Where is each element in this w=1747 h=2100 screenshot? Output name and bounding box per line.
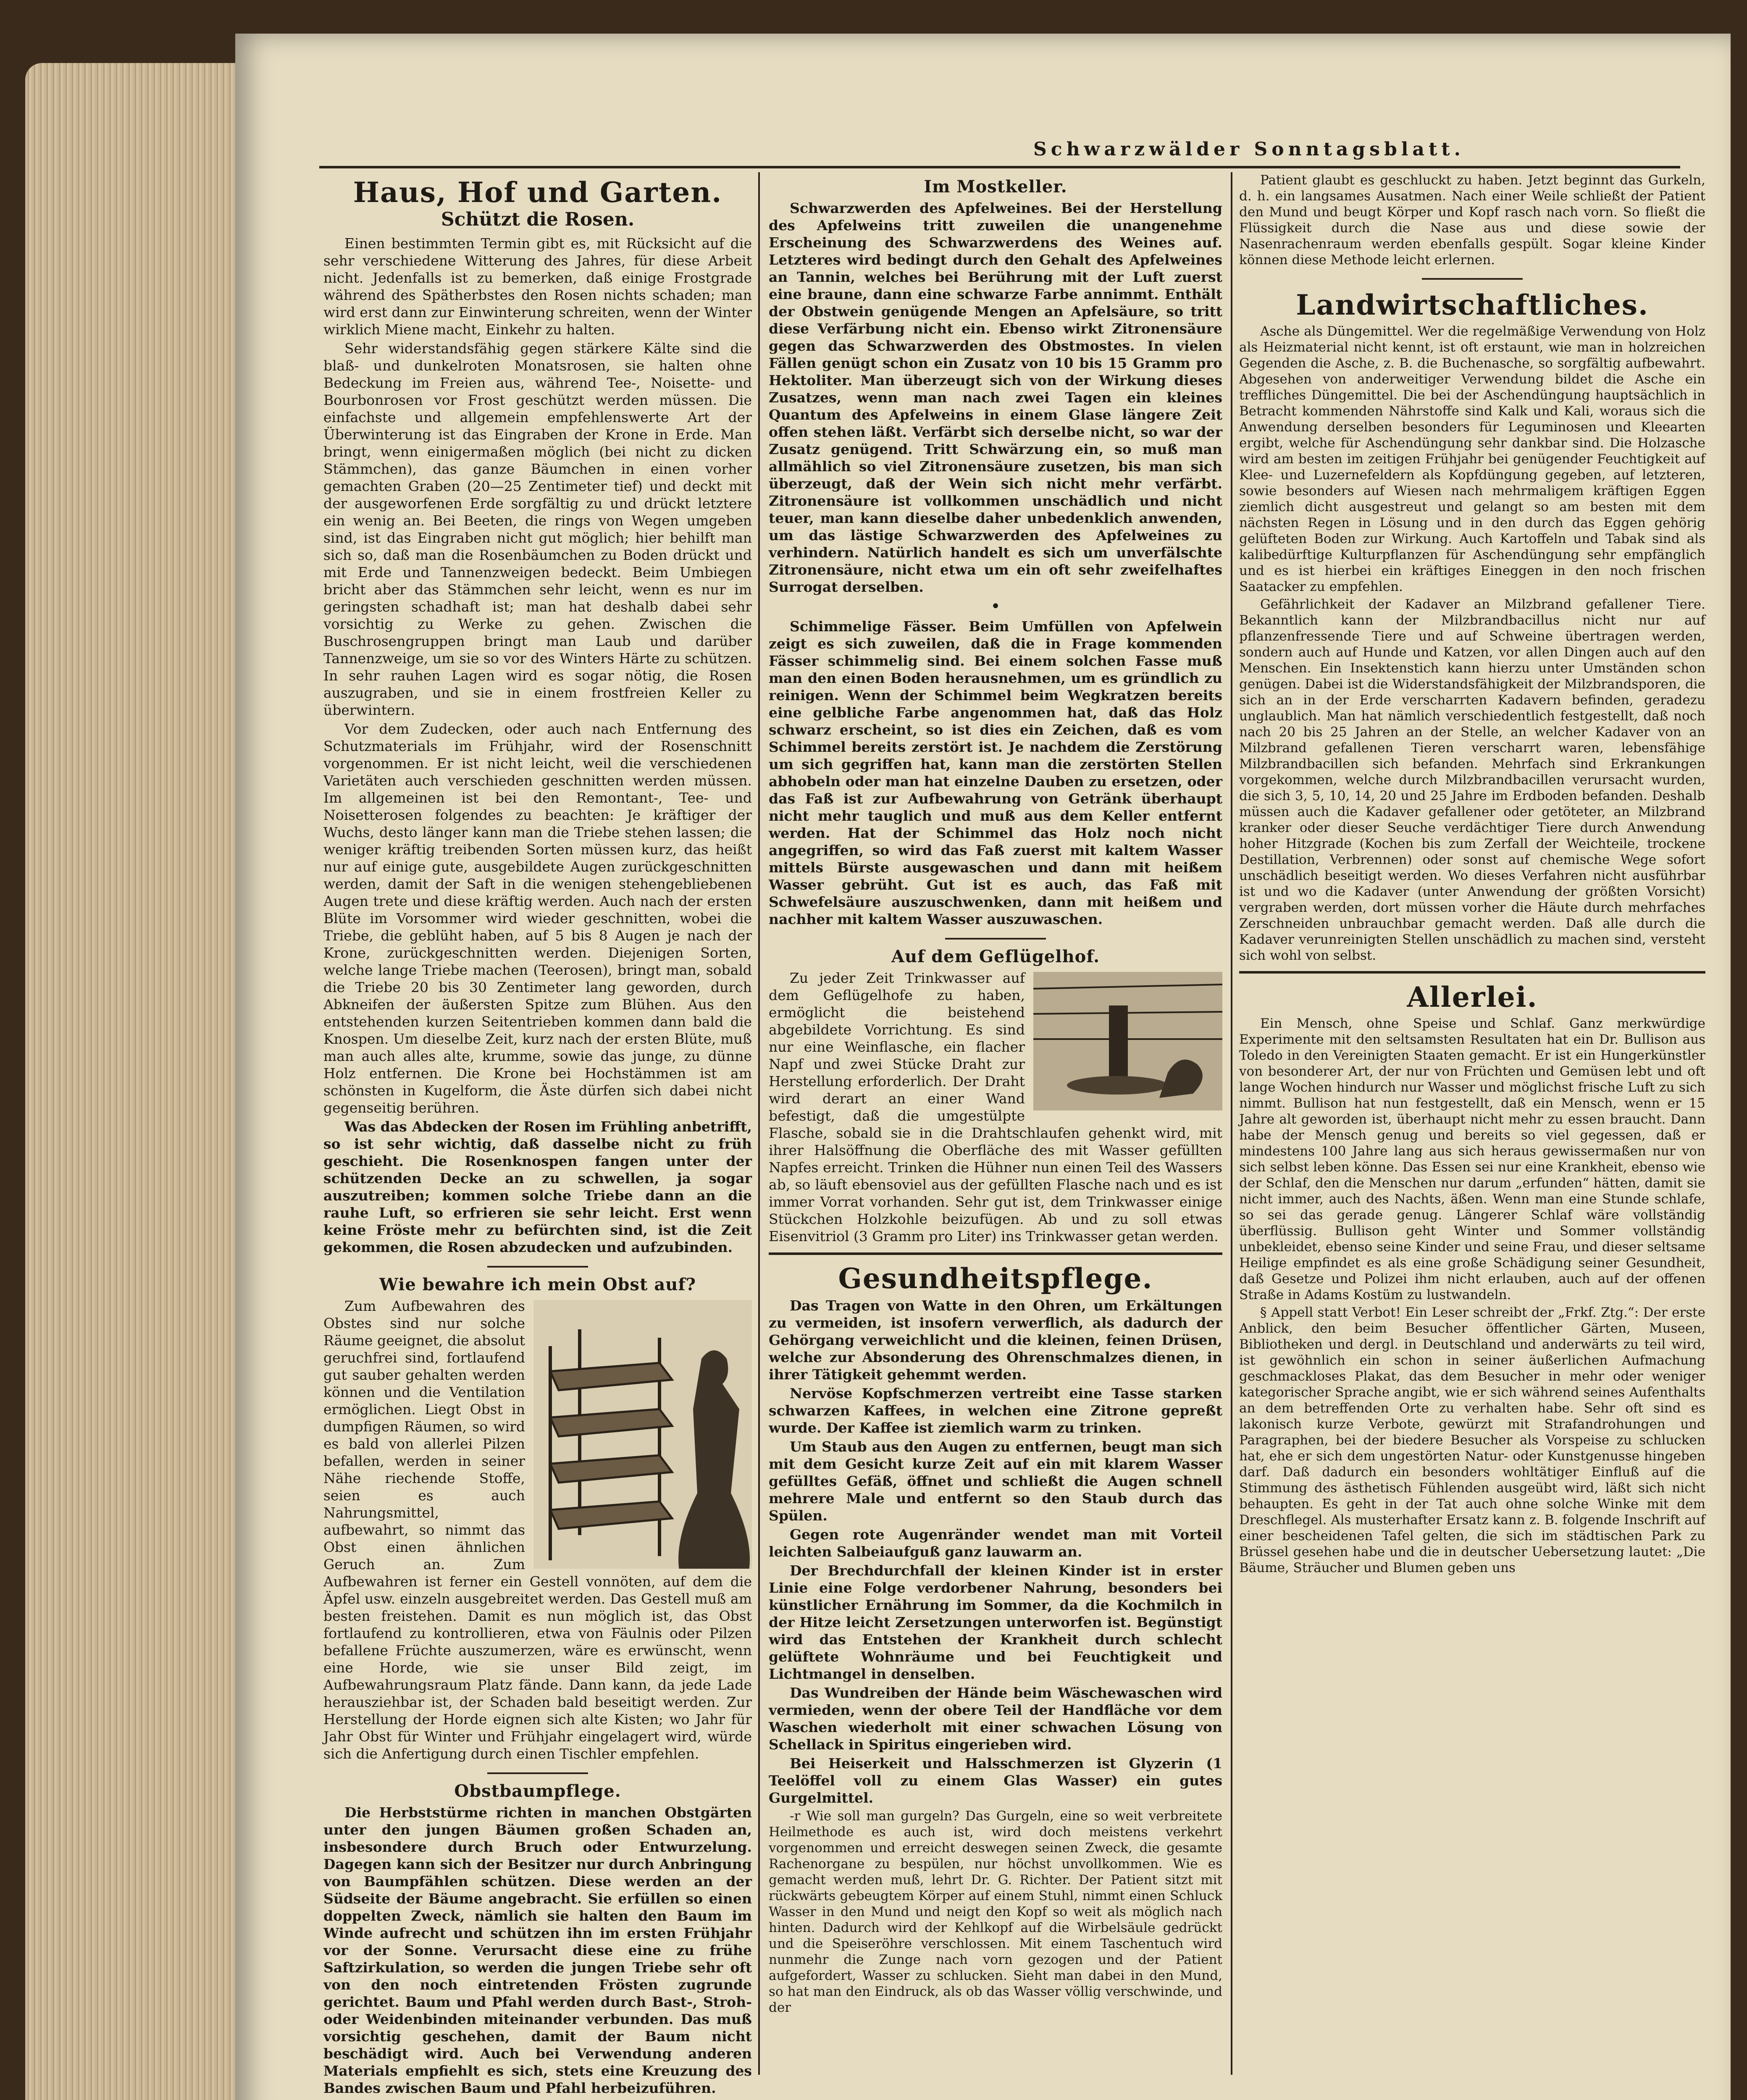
paragraph: Nervöse Kopfschmerzen vertreibt eine Tasse starken schwarzen Kaffees, in welchen eine Zitrone gepreßt wurde. Der Kaffee ist ziemlich warm zu trinken. [769,1385,1222,1436]
column-3 [1239,172,1705,2075]
paragraph: Gegen rote Augenränder wendet man mit Vorteil leichten Salbeiaufguß ganz lauwarm an. [769,1526,1222,1560]
article-title: Wie bewahre ich mein Obst auf? [379,1275,696,1294]
divider [487,1266,588,1268]
column-1 [323,172,752,2096]
paragraph: Gefährlichkeit der Kadaver an Milzbrand gefallener Tiere. Bekanntlich kann der Milzbrandbacillus nicht nur auf pflanzenfressende Tiere und auf Schweine übertragen werden, sondern auch auf Hunde und Katzen, vor allen Dingen auch auf den Menschen. Ein Insektenstich kann hierzu unter Umständen schon genügen. Dabei ist die Widerstandsfähigkeit der Milzbrandsporen, die sich an in der Erde verscharrten Kadavern befinden, geradezu unglaublich. Man hat nämlich verschiedentlich festgestellt, daß noch nach 20 bis 25 Jahren an der Stelle, an welcher Kadaver von an Milzbrand gefallenen Tieren verscharrt waren, lebensfähige Milzbrandbacillen sich befanden. Mehrfach sind Erkrankungen vorgekommen, welche durch Milzbrandbacillen verursacht wurden, die sich 3, 5, 10, 14, 20 und 25 Jahre im Erdboden befanden. Deshalb müssen auch die Kadaver gefallener oder getöteter, an Milzbrand kranker oder dieser Seuche verdächtiger Tiere durch Anwendung hoher Hitzgrade (Kochen bis zum Zerfall der Weichteile, trockene Destillation, Verbrennen) oder sonst auf chemische Wege sofort unschädlich beseitigt werden. Wo dieses Verfahren nicht ausführbar ist und wo die Kadaver (unter Anwendung der größten Vorsicht) vergraben werden, dort müssen vorher die Häute durch mehrfaches Zerschneiden unbrauchbar gemacht werden. Daß alle durch die Kadaver verunreinigten Stellen unschädlich zu machen sind, versteht sich wohl von selbst. [1239,597,1705,963]
paragraph: Einen bestimmten Termin gibt es, mit Rücksicht auf die sehr verschiedene Witterung des Jahres, für diese Arbeit nicht. Jedenfalls ist zu bemerken, daß einige Frostgrade während des Spätherbstes den Rosen nichts schaden; man wird erst dann zur Einwinterung schreiten, wenn der Winter wirklich Miene macht, Einkehr zu halten. [323,235,752,338]
article-title: Auf dem Geflügelhof. [891,947,1100,966]
paragraph: Was das Abdecken der Rosen im Frühling anbetrifft, so ist sehr wichtig, daß dasselbe nicht zu früh geschieht. Die Rosenknospen fangen unter der schützenden Decke an zu schwellen, ja sogar auszutreiben; kommen solche Triebe dann an die rauhe Luft, so erfrieren sie sehr leicht. Erst wenn keine Fröste mehr zu befürchten sind, ist die Zeit gekommen, die Rosen abzudecken und aufzubinden. [323,1118,752,1255]
paragraph: Um Staub aus den Augen zu entfernen, beugt man sich mit dem Gesicht kurze Zeit auf ein mit klarem Wasser gefülltes Gefäß, öffnet und schließt die Augen schnell mehrere Male und entfernt so den Staub durch das Spülen. [769,1438,1222,1524]
paragraph: Das Tragen von Watte in den Ohren, um Erkältungen zu vermeiden, ist insofern verwerflich, als dadurch der Gehörgang verweichlicht und die kleinen, feinen Drüsen, welche zur Absonderung des Ohrenschmalzes dienen, in ihrer Tätigkeit gehemmt werden. [769,1297,1222,1383]
paragraph: Die Herbststürme richten in manchen Obstgärten unter den jungen Bäumen großen Schaden an, insbesondere durch Bruch oder Entwurzelung. Dagegen kann sich der Besitzer nur durch Anbringung von Baumpfählen schützen. Diese werden an der Südseite der Bäume angebracht. Sie erfüllen so einen doppelten Zweck, nämlich sie halten den Baum im Winde aufrecht und schützen ihn im ersten Frühjahr vor der Sonne. Verursacht diese eine zu frühe Saftzirkulation, so werden die jungen Triebe sehr oft von den noch eintretenden Frösten zugrunde gerichtet. Baum und Pfahl werden durch Bast-, Stroh- oder Weidenbinden miteinander verbunden. Das muß vorsichtig geschehen, damit der Baum nicht beschädigt wird. Auch bei Verwendung anderen Materials empfiehlt es sich, stets eine Kreuzung des Bandes zwischen Baum und Pfahl herbeizuführen. [323,1804,752,2096]
paragraph: Schwarzwerden des Apfelweines. Bei der Herstellung des Apfelweins tritt zuweilen die unangenehme Erscheinung des Schwarzwerdens des Weines auf. Letzteres wird bedingt durch den Gehalt des Apfelweines an Tannin, welches bei Berührung mit der Luft zuerst eine braune, dann eine schwarze Farbe annimmt. Enthält der Obstwein genügende Mengen an Apfelsäure, so tritt diese Verfärbung nicht ein. Ebenso wirkt Zitronensäure gegen das Schwarzwerden des Obstmostes. In vielen Fällen genügt schon ein Zusatz von 10 bis 15 Gramm pro Hektoliter. Man überzeugt sich von der Wirkung dieses Zusatzes, wenn man nach zwei Tagen ein kleines Quantum des Apfelweins in einem Glase längere Zeit offen stehen läßt. Verfärbt sich derselbe nicht, so war der Zusatz genügend. Tritt Schwärzung ein, so muß man allmählich so viel Zitronensäure zusetzen, bis man sich überzeugt, daß der Wein sich nicht mehr verfärbt. Zitronensäure ist vollkommen unschädlich und nicht teuer, man kann dieselbe daher unbedenklich anwenden, um das lästige Schwarzwerden des Apfelweines zu verhindern. Natürlich handelt es sich um unverfälschte Zitronensäure, nicht etwa um ein oft sehr zweifelhaftes Surrogat derselben. [769,200,1222,595]
paragraph: Der Brechdurchfall der kleinen Kinder ist in erster Linie eine Folge verdorbener Nahrung, besonders bei künstlicher Ernährung im Sommer, da die Kochmilch in der Hitze leicht Zersetzungen unterworfen ist. Begünstigt wird das Entstehen der Krankheit durch schlecht gelüftete Wohnräume und bei Feuchtigkeit und Lichtmangel in denselben. [769,1562,1222,1682]
article-title: Obstbaumpflege. [454,1781,621,1801]
poultry-waterer-illustration [1033,972,1222,1110]
paragraph: Asche als Düngemittel. Wer die regelmäßige Verwendung von Holz als Heizmaterial nicht kennt, ist oft erstaunt, wie man in holzreichen Gegenden die Asche, z. B. die Buchenasche, so sorgfältig aufbewahrt. Abgesehen von anderweitiger Verwendung bildet die Asche ein treffliches Düngemittel. Die bei der Aschendüngung hauptsächlich in Betracht kommenden Nährstoffe sind Kalk und Kali, woraus sich die Anwendung derselben besonders für Leguminosen und Kleearten ergibt, welche für Aschendüngung sehr dankbar sind. Die Holzasche wird am besten im zeitigen Frühjahr bei genügender Feuchtigkeit auf Klee- und Luzernefeldern als Kopfdüngung gegeben, auf letzteren, sowie besonders auf Wiesen nach mehrmaligem kräftigen Eggen ziemlich dicht ausgestreut und gelangt so am besten mit dem nächsten Regen in Lösung und in den durch das Eggen gehörig gelüfteten Boden zur Wirkung. Auch Kartoffeln und Tabak sind als kalibedürftige Kulturpflanzen für Aschendüngung sehr empfänglich und es ist hierbei ein kräftiges Eineggen in den noch frischen Saatacker zu empfehlen. [1239,324,1705,594]
paragraph: Schimmelige Fässer. Beim Umfüllen von Apfelwein zeigt es sich zuweilen, daß die in Frage kommenden Fässer schimmelig sind. Bei einem solchen Fasse muß man den einen Boden herausnehmen, um es gründlich zu reinigen. Wenn der Schimmel beim Wegkratzen bereits eine gelbliche Farbe angenommen hat, daß das Holz schwarz erscheint, so ist dies ein Zeichen, daß es vom Schimmel bereits zerstört ist. Je nachdem die Zerstörung um sich gegriffen hat, kann man die zerstörten Stellen abhobeln oder man hat einzelne Dauben zu ersetzen, oder das Faß ist zur Aufbewahrung von Getränk überhaupt nicht mehr tauglich und muß aus dem Keller entfernt werden. Hat der Schimmel das Holz noch nicht angegriffen, so wird das Faß zuerst mit kaltem Wasser mittels Bürste ausgewaschen und dann mit heißem Wasser gebrüht. Gut ist es auch, das Faß mit Schwefelsäure auszuschwenken, dann mit heißem und nachher mit kaltem Wasser auszuwaschen. [769,618,1222,927]
paragraph: § Appell statt Verbot! Ein Leser schreibt der „Frkf. Ztg.“: Der erste Anblick, den beim Besucher öffentlicher Gärten, Museen, Bibliotheken und dergl. in Deutschland und anderwärts zu teil wird, ist gewöhnlich ein schon in seiner äußerlichen Aufmachung geschmackloses Plakat, das dem Besucher in mehr oder weniger kategorischer Sprache angibt, wie er sich während seines Aufenthalts an dem betreffenden Orte zu verhalten habe. Sehr oft sind es lakonisch kurze Verbote, gewürzt mit Strafandrohungen und Paragraphen, bei der biedere Besucher als Vorspeise zu schlucken hat, ehe er sich dem ungestörten Natur- oder Kunstgenusse hingeben darf. Daß dadurch ein besonders wohltätiger Einfluß auf die Stimmung des ästhetisch Fühlenden ausgeübt wird, läßt sich nicht behaupten. Es geht in der Tat auch ohne solche Winke mit dem Dreschflegel. Als musterhafter Ersatz kann z. B. folgende Inschrift auf einer bescheidenen Tafel gelten, die sich im städtischen Park zu Brüssel gesehen habe und die in deutscher Uebersetzung lautet: „Die Bäume, Sträucher und Blumen geben uns [1239,1305,1705,1575]
divider [1422,278,1523,280]
divider [1239,971,1705,974]
paragraph: Zu jeder Zeit Trinkwasser auf dem Geflügelhofe zu haben, ermöglicht die beistehend abgebildete Vorrichtung. Es sind nur eine Weinflasche, ein flacher Napf und zwei Stücke Draht zur Herstellung erforderlich. Der Draht wird derart an einer Wand befestigt, daß die umgestülpte Flasche, sobald sie in die Drahtschlaufen gehenkt wird, mit ihrer Halsöffnung die Oberfläche des mit Wasser gefüllten Napfes erreicht. Trinken die Hühner nun einen Teil des Wassers ab, so läuft ebensoviel aus der gefüllten Flasche nach und es ist immer Vorrat vorhanden. Sehr gut ist, dem Trinkwasser einige Stückchen Holzkohle beizufügen. Ab und zu soll etwas Eisenvitriol (3 Gramm pro Liter) ins Trinkwasser getan werden. [769,970,1222,1244]
divider [769,1252,1222,1255]
paragraph: Ein Mensch, ohne Speise und Schlaf. Ganz merkwürdige Experimente mit den seltsamsten Resultaten hat ein Dr. Bullison aus Toledo in den Vereinigten Staaten gemacht. Er ist ein Hungerkünstler von besonderer Art, der nur von Früchten und Gemüsen lebt und oft lange Wochen hindurch nur Wasser und möglichst frische Luft zu sich nimmt. Bullison hat nun festgestellt, daß ein Mensch, wenn er 15 Jahre alt geworden ist, überhaupt nicht mehr zu essen braucht. Dann habe der Mensch genug und bereits so viel gegessen, daß er mindestens 100 Jahre lang aus sich heraus gewissermaßen nur von sich selbst leben könne. Das Essen sei nur eine Krankheit, ebenso wie der Schlaf, den die Menschen nur darum „erfunden“ hätten, damit sie nicht immer, auch des Nachts, äßen. Wenn man eine Stunde schlafe, so sei das gerade genug. Längerer Schlaf wäre vollständig überflüssig. Bullison geht Winter und Sommer vollständig unbekleidet, ebenso seine Kinder und seine Frau, und dieser seltsame Heilige empfindet es als eine große Schädigung seiner Gesundheit, daß Gesetze und Polizei ihm nicht erlauben, auch auf der offenen Straße in Adams Kostüm zu lustwandeln. [1239,1016,1705,1302]
column-2 [769,172,1222,2075]
book-page-edges [25,63,244,2100]
paragraph: Vor dem Zudecken, oder auch nach Entfernung des Schutzmaterials im Frühjahr, wird der Rosenschnitt vorgenommen. Er ist nicht leicht, weil die verschiedenen Varietäten auch verschieden geschnitten werden müssen. Im allgemeinen ist bei den Remontant-, Tee- und Noisetterosen folgendes zu beachten: Je kräftiger der Wuchs, desto länger kann man die Triebe stehen lassen; die weniger kräftig treibenden Sorten müssen kurz, das heißt nur auf einige gute, ausgebildete Augen zurückgeschnitten werden, damit der Saft in die wenigen stehengebliebenen Augen trete und diese kräftig werden. Auch nach der ersten Blüte im Vorsommer wird wieder geschnitten, wobei die Triebe, die geblüht haben, auf 5 bis 8 Augen je nach der Krone, zurückgeschnitten werden. Diejenigen Sorten, welche lange Triebe machen (Teerosen), bringt man, sobald die Triebe 20 bis 30 Zentimeter lang geworden, durch Abkneifen der äußersten Spitze zum Blühen. Aus den entstehenden kurzen Seitentrieben kommen dann bald die Knospen. Um dieselbe Zeit, kurz nach der ersten Blüte, muß man auch alles alte, krumme, sowie das junge, zu dünne Holz entfernen. Die Krone bei Hochstämmen ist am schönsten in Kugelform, die Äste dürfen sich dabei nicht gegenseitig berühren. [323,721,752,1116]
header-rule [319,166,1680,168]
article-title: Schützt die Rosen. [441,209,635,230]
newspaper-page [235,34,1731,2100]
paragraph: Sehr widerstandsfähig gegen stärkere Kälte sind die blaß- und dunkelroten Monatsrosen, sie halten ohne Bedeckung im Freien aus, während Tee-, Noisette- und Bourbonrosen vor Frost geschützt werden müssen. Die einfachste und allgemein empfehlenswerte Art der Überwinterung ist das Eingraben der Krone in Erde. Man bringt, wenn einigermaßen möglich (bei nicht zu dicken Stämmchen), das ganze Bäumchen in einen vorher gemachten Graben (20—25 Zentimeter tief) und deckt mit der ausgeworfenen Erde sorgfältig zu und drückt letztere ein wenig an. Bei Beeten, die rings von Wegen umgeben sind, ist das Eingraben nicht gut möglich; hier behilft man sich so, daß man die Rosenbäumchen zu Boden drückt und mit Erde und Tannenzweigen bedeckt. Beim Umbiegen bricht aber das Stämmchen sehr leicht, wenn es nur im geringsten schadhaft ist; man hat deshalb dabei sehr vorsichtig zu Werke zu gehen. Zwischen die Buschrosengruppen bringt man Laub und darüber Tannenzweige, um sie so vor des Winters Härte zu schützen. In sehr rauhen Lagen wird es sogar nötig, die Rosen auszugraben, und sie in einem frostfreien Keller zu überwintern. [323,340,752,718]
article-title: Im Mostkeller. [924,177,1067,197]
paragraph: Das Wundreiben der Hände beim Wäschewaschen wird vermieden, wenn der obere Teil der Handfläche vor dem Waschen wiederholt mit einer schwachen Lösung von Schellack in Spiritus eingerieben wird. [769,1685,1222,1753]
separator-dot: • [990,597,1001,616]
section-title: Haus, Hof und Garten. [353,176,722,209]
divider [487,1772,588,1774]
paragraph: -r Wie soll man gurgeln? Das Gurgeln, eine so weit verbreitete Heilmethode es auch ist, wird doch meistens verkehrt vorgenommen und erreicht deswegen seinen Zweck, die gesamte Rachenorgane zu bespülen, nur höchst unvollkommen. Wie es gemacht werden muß, lehrt Dr. G. Richter. Der Patient sitzt mit rückwärts gebeugtem Körper auf einem Stuhl, nimmt einen Schluck Wasser in den Mund und neigt den Kopf so weit als möglich nach hinten. Dadurch wird der Kehlkopf auf die Wirbelsäule gedrückt und die Speiseröhre verschlossen. Mit einem Taschentuch wird nunmehr die Zunge nach vorn gezogen und der Patient aufgefordert, Wasser zu schlucken. Sieht man dabei in den Mund, so hat man den Eindruck, als ob das Wasser völlig verschwinde, und der [769,1809,1222,2015]
fruit-rack-illustration [533,1300,752,1569]
paragraph: Zum Aufbewahren des Obstes sind nur solche Räume geeignet, die absolut geruchfrei sind, fortlaufend gut sauber gehalten werden können und die Ventilation ermöglichen. Liegt Obst in dumpfigen Räumen, so wird es bald von allerlei Pilzen befallen, werden in seiner Nähe riechende Stoffe, seien es auch Nahrungsmittel, aufbewahrt, so nimmt das Obst einen ähnlichen Geruch an. Zum Aufbewahren ist ferner ein Gestell vonnöten, auf dem die Äpfel usw. einzeln ausgebreitet werden. Das Gestell muß am besten freistehen. Damit es nun möglich ist, das Obst fortlaufend zu kontrollieren, etwa von Fäulnis oder Pilzen befallene Früchte auszumerzen, wäre es erwünscht, wenn eine Horde, wie sie unser Bild zeigt, im Aufbewahrungsraum Platz fände. Dann kann, da jede Lade herausziehbar ist, der Schaden bald beseitigt werden. Zur Herstellung der Horde eignen sich alte Kisten; wo Jahr für Jahr Obst für Winter und Frühjahr eingelagert wird, würde sich die Anfertigung durch einen Tischler empfehlen. [323,1298,752,1762]
section-title: Allerlei. [1407,981,1538,1013]
column-divider [1231,172,1232,2075]
paragraph: Bei Heiserkeit und Halsschmerzen ist Glyzerin (1 Teelöffel voll zu einem Glas Wasser) ein gutes Gurgelmittel. [769,1755,1222,1806]
divider [945,938,1046,940]
section-title: Landwirtschaftliches. [1296,289,1649,321]
section-title: Gesundheitspflege. [838,1262,1153,1295]
column-divider [758,172,760,2075]
running-head: Schwarzwälder Sonntagsblatt. [1033,139,1465,160]
paragraph: Patient glaubt es geschluckt zu haben. Jetzt beginnt das Gurkeln, d. h. ein langsames Ausatmen. Nach einer Weile schließt der Patient den Mund und beugt Körper und Kopf rasch nach vorn. So fließt die Flüssigkeit durch die Nase aus und diese sowie der Nasenrachenraum werden ebenfalls gespült. Sogar kleine Kinder können diese Methode leicht erlernen. [1239,173,1705,268]
